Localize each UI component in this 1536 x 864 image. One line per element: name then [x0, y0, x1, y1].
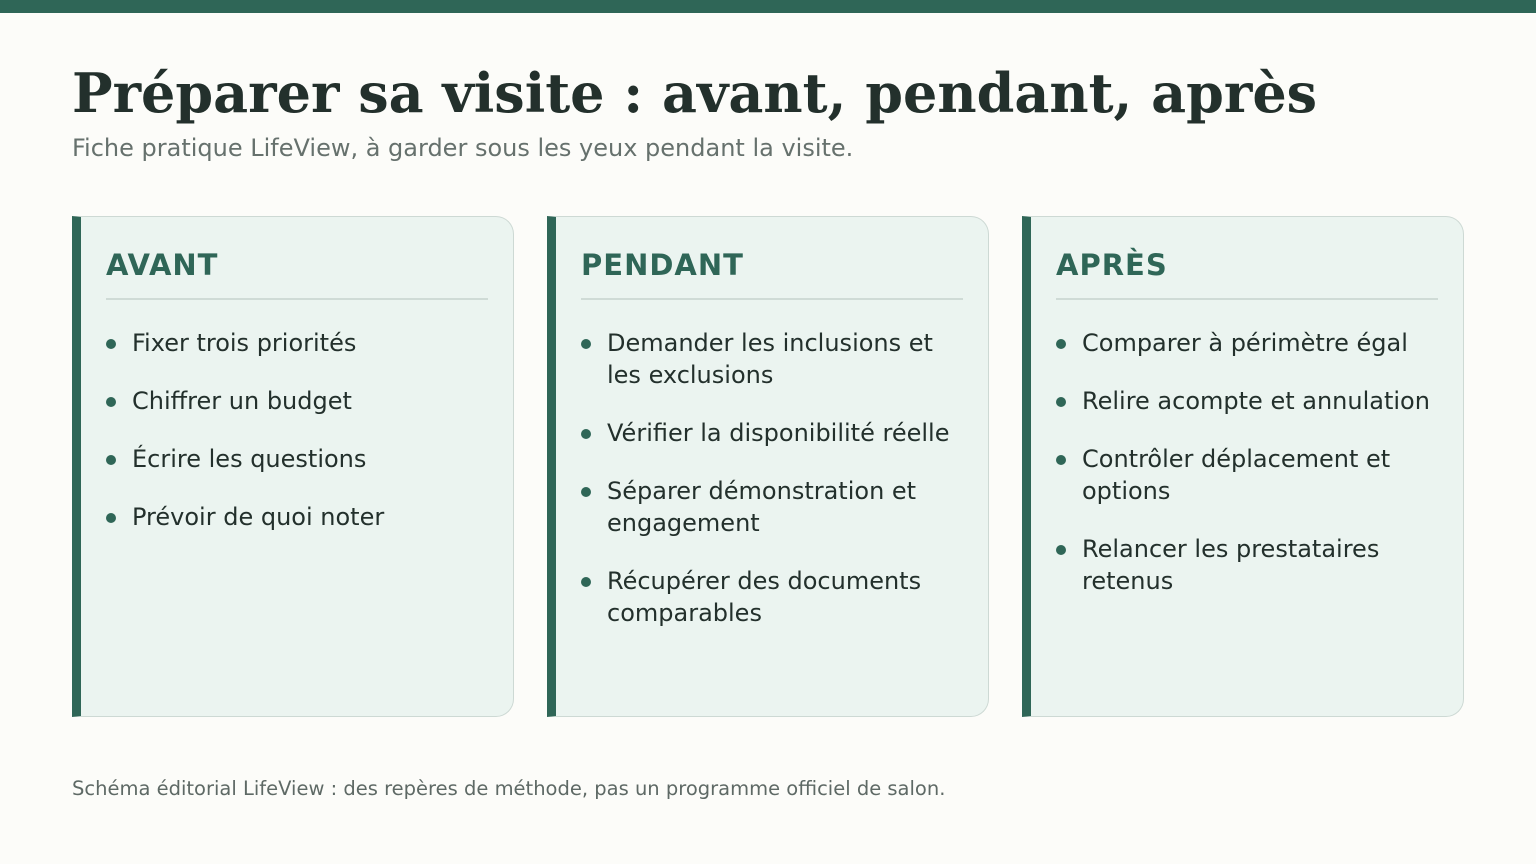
checklist-item	[581, 327, 963, 391]
phase-columns	[72, 216, 1464, 717]
checklist	[106, 327, 488, 559]
checklist-item-text: Prévoir de quoi noter	[132, 503, 385, 531]
heading-divider	[581, 298, 963, 300]
bullet-dot-icon	[106, 513, 116, 523]
heading-divider	[1056, 298, 1438, 300]
bullet-dot-icon	[581, 339, 591, 349]
bullet-dot-icon	[106, 455, 116, 465]
checklist-item	[581, 417, 963, 449]
checklist-item-text: Relire acompte et annulation	[1082, 387, 1430, 415]
checklist-item-text: Demander les inclusions et les exclusions	[607, 329, 933, 389]
page-title: Préparer sa visite : avant, pendant, après	[72, 61, 1318, 125]
checklist-item-text: Comparer à périmètre égal	[1082, 329, 1408, 357]
checklist	[581, 327, 963, 655]
bullet-dot-icon	[581, 429, 591, 439]
bullet-dot-icon	[1056, 545, 1066, 555]
checklist-item-text: Contrôler déplacement et options	[1082, 445, 1391, 505]
phase-card-avant	[72, 216, 514, 717]
phase-heading: APRÈS	[1056, 248, 1168, 282]
checklist-item	[581, 475, 963, 539]
bullet-dot-icon	[581, 487, 591, 497]
checklist-item-text: Fixer trois priorités	[132, 329, 357, 357]
footnote: Schéma éditorial LifeView : des repères de méthode, pas un programme officiel de salon.	[72, 777, 946, 800]
phase-card-apres	[1022, 216, 1464, 717]
checklist-item	[1056, 443, 1438, 507]
checklist-item	[1056, 327, 1438, 359]
page-subtitle: Fiche pratique LifeView, à garder sous les yeux pendant la visite.	[72, 134, 854, 162]
phase-card-pendant	[547, 216, 989, 717]
phase-heading: PENDANT	[581, 248, 744, 282]
checklist-item	[106, 327, 488, 359]
checklist-item-text: Séparer démonstration et engagement	[607, 477, 917, 537]
checklist-item	[106, 385, 488, 417]
checklist-item	[1056, 385, 1438, 417]
checklist-item	[106, 443, 488, 475]
checklist-item	[581, 565, 963, 629]
bullet-dot-icon	[106, 339, 116, 349]
checklist-item-text: Chiffrer un budget	[132, 387, 352, 415]
bullet-dot-icon	[1056, 339, 1066, 349]
heading-divider	[106, 298, 488, 300]
bullet-dot-icon	[106, 397, 116, 407]
checklist-item-text: Vérifier la disponibilité réelle	[607, 419, 950, 447]
phase-heading: AVANT	[106, 248, 219, 282]
checklist-item	[1056, 533, 1438, 597]
checklist-item-text: Récupérer des documents comparables	[607, 567, 922, 627]
bullet-dot-icon	[1056, 455, 1066, 465]
checklist-item-text: Relancer les prestataires retenus	[1082, 535, 1380, 595]
checklist-item	[106, 501, 488, 533]
bullet-dot-icon	[581, 577, 591, 587]
checklist	[1056, 327, 1438, 623]
bullet-dot-icon	[1056, 397, 1066, 407]
top-accent-bar	[0, 0, 1536, 13]
checklist-item-text: Écrire les questions	[132, 445, 367, 473]
